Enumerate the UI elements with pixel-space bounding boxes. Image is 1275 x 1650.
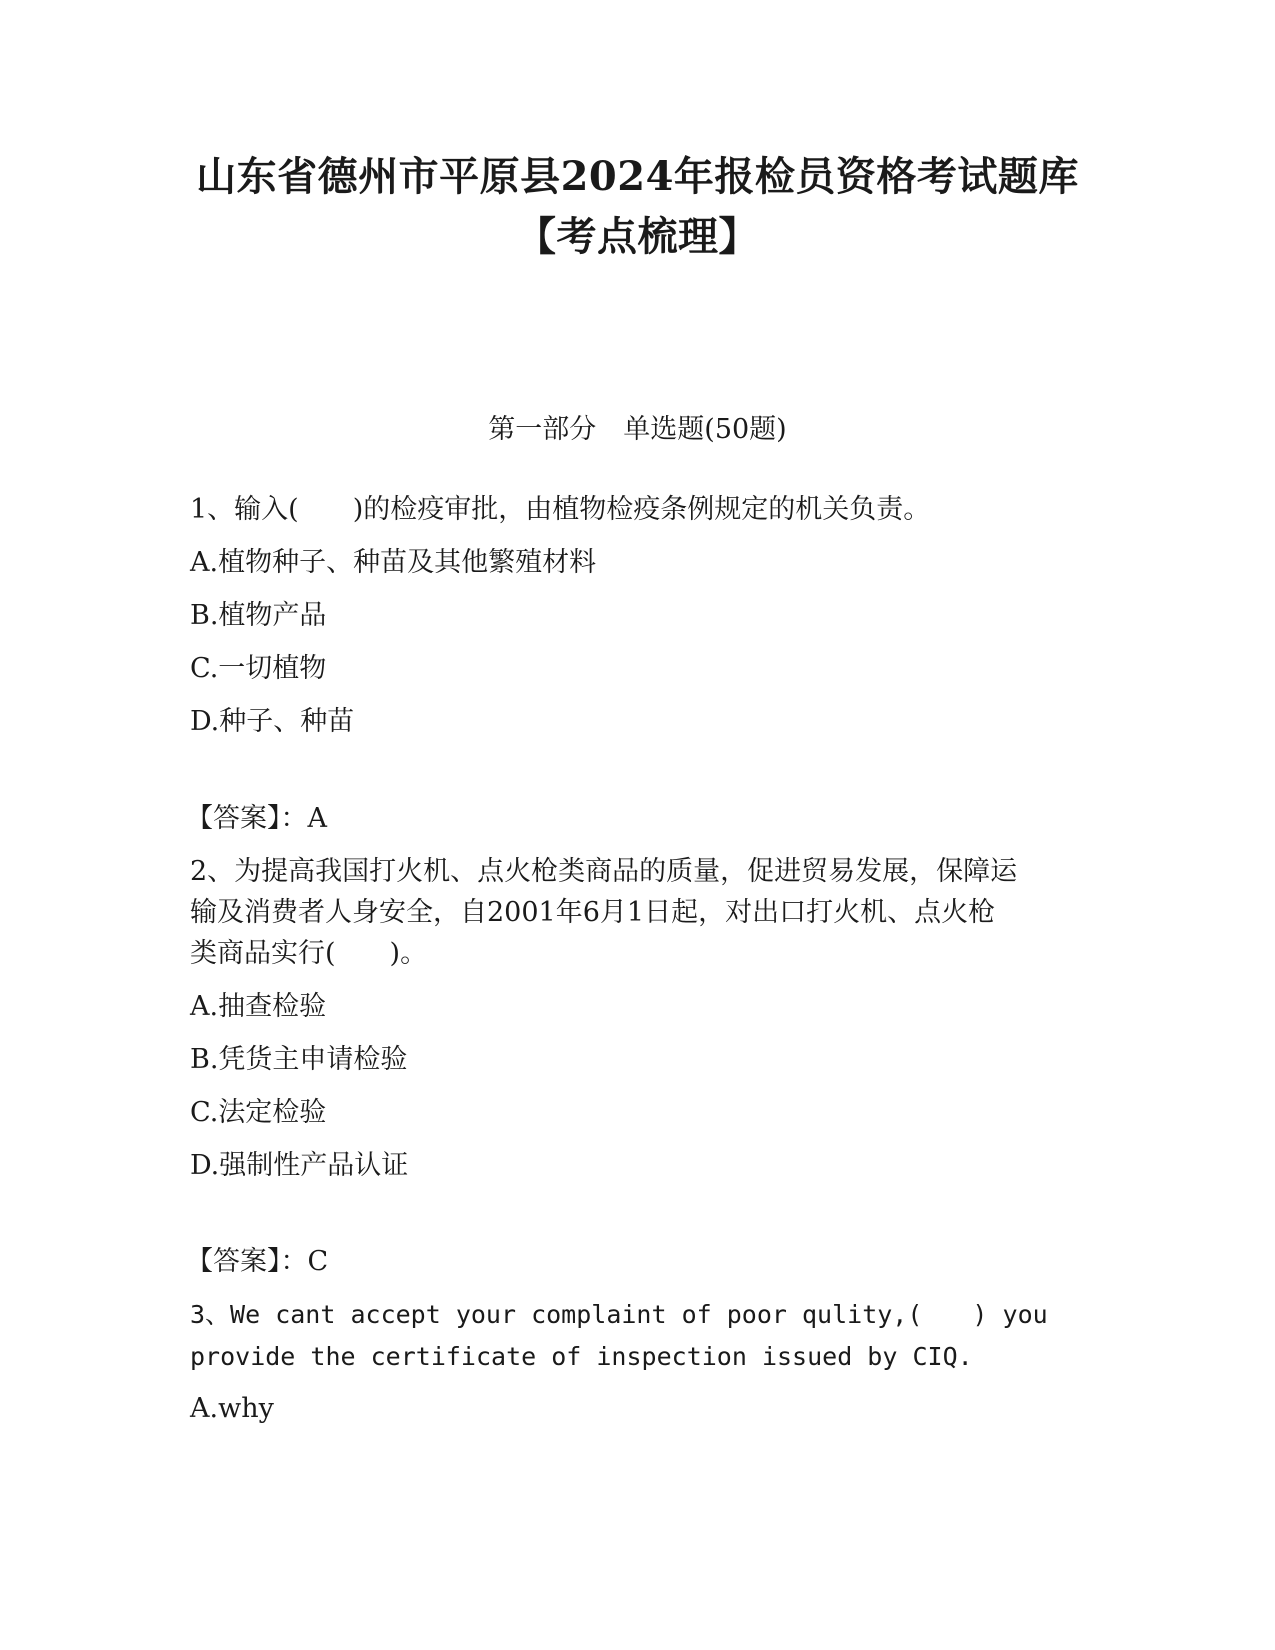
option-a: A.why xyxy=(190,1393,274,1424)
option-a: A.植物种子、种苗及其他繁殖材料 xyxy=(190,547,597,578)
document-title-line-1: 山东省德州市平原县2024年报检员资格考试题库 xyxy=(196,153,1079,200)
option-c: C.一切植物 xyxy=(190,653,327,684)
question-stem: 1、输入( )的检疫审批，由植物检疫条例规定的机关负责。 xyxy=(190,494,931,525)
section-heading: 第一部分 单选题(50题) xyxy=(488,414,787,445)
option-b: B.凭货主申请检验 xyxy=(190,1044,408,1075)
answer-label: 【答案】：C xyxy=(186,1246,329,1277)
option-a: A.抽查检验 xyxy=(190,991,327,1022)
question-stem-line-1: 2、为提高我国打火机、点火枪类商品的质量，促进贸易发展，保障运 xyxy=(190,856,1018,887)
answer-label: 【答案】：A xyxy=(186,803,327,834)
option-d: D.强制性产品认证 xyxy=(190,1150,409,1181)
option-d: D.种子、种苗 xyxy=(190,706,355,737)
question-stem-line-3: 类商品实行( )。 xyxy=(190,938,428,969)
question-stem-line-2: provide the certificate of inspection issued by CIQ. xyxy=(190,1342,973,1371)
option-c: C.法定检验 xyxy=(190,1097,327,1128)
question-stem-line-2: 输及消费者人身安全，自2001年6月1日起，对出口打火机、点火枪 xyxy=(190,897,996,928)
option-b: B.植物产品 xyxy=(190,600,327,631)
question-stem-line-1: 3、We cant accept your complaint of poor qulity,( ) you xyxy=(190,1300,1048,1329)
document-title-line-2: 【考点梳理】 xyxy=(516,213,759,260)
